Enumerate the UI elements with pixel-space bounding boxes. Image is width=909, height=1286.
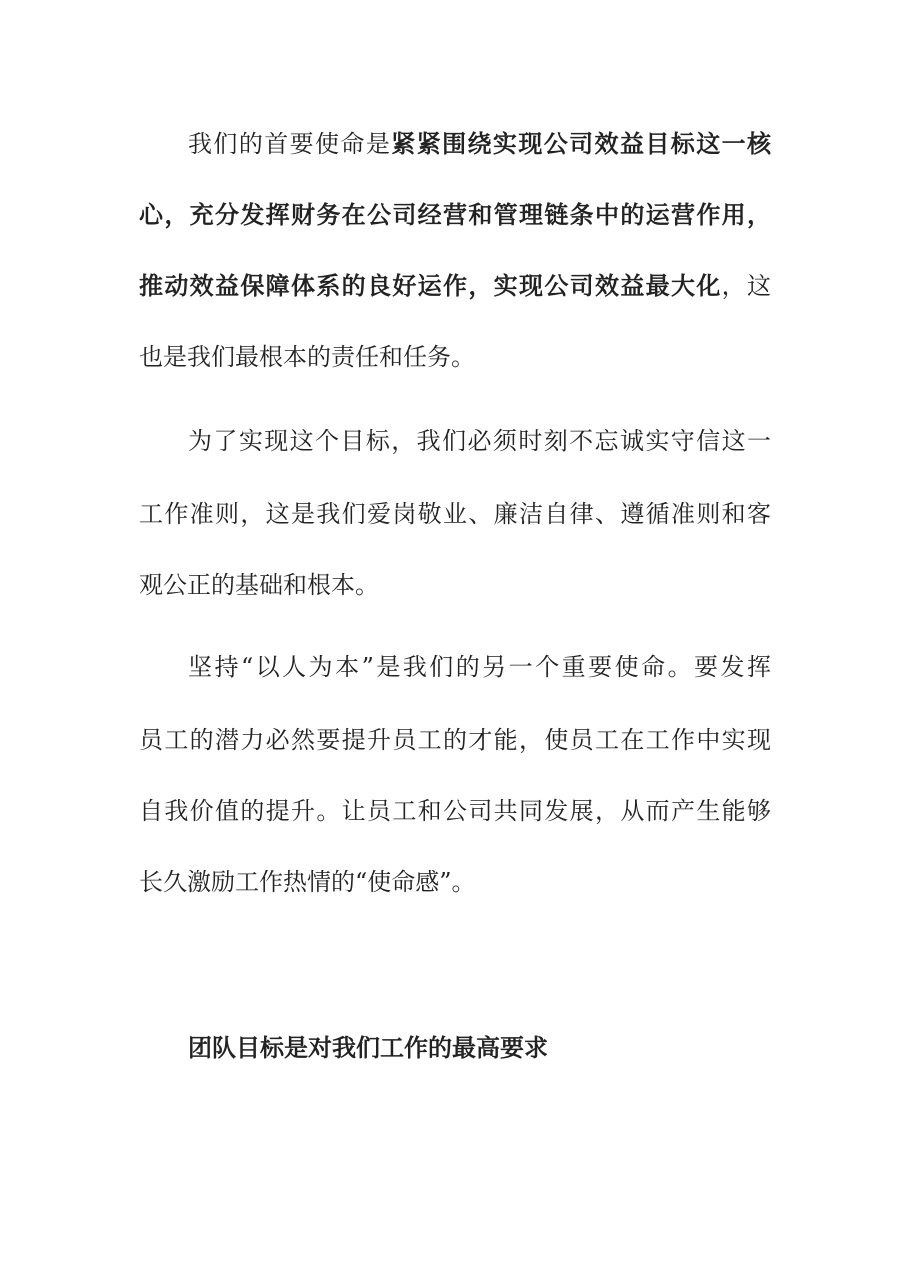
text-segment: 为了实现这个目标，我们必须时刻不忘诚实守信这一 [188, 427, 771, 455]
paragraph-3-line-1 [139, 650, 771, 684]
text-segment: ，这 [721, 272, 771, 300]
text-segment: 我们的首要使命是 [188, 130, 392, 158]
paragraph-2-line-2 [139, 497, 771, 531]
text-segment: 观公正的基础和根本。 [139, 571, 379, 599]
text-segment: 自我价值的提升。让员工和公司共同发展，从而产生能够 [139, 797, 771, 825]
paragraph-2-line-3 [139, 568, 771, 602]
paragraph-1-line-1 [139, 127, 771, 161]
text-segment: 也是我们最根本的责任和任务。 [139, 343, 475, 371]
paragraph-2-line-1 [139, 424, 771, 458]
text-segment: 长久激励工作热情的“使命感”。 [139, 868, 476, 896]
paragraph-3-line-3 [139, 794, 771, 828]
paragraph-3-line-4 [139, 865, 771, 899]
paragraph-1-line-2 [139, 198, 771, 232]
bold-text-segment: 推动效益保障体系的良好运作，实现公司效益最大化 [139, 271, 722, 300]
text-segment: 员工的潜力必然要提升员工的才能，使员工在工作中实现 [139, 726, 771, 754]
text-segment: 工作准则，这是我们爱岗敬业、廉洁自律、遵循准则和客 [139, 500, 771, 528]
bold-text-segment: 心，充分发挥财务在公司经营和管理链条中的运营作用， [139, 200, 771, 229]
bold-text-segment: 紧紧围绕实现公司效益目标这一核 [391, 129, 771, 158]
paragraph-1-line-3 [139, 269, 771, 303]
text-segment: 坚持“以人为本”是我们的另一个重要使命。要发挥 [188, 653, 771, 681]
paragraph-3-line-2 [139, 723, 771, 757]
section-heading: 团队目标是对我们工作的最高要求 [188, 1034, 548, 1062]
paragraph-1-line-4 [139, 340, 771, 374]
